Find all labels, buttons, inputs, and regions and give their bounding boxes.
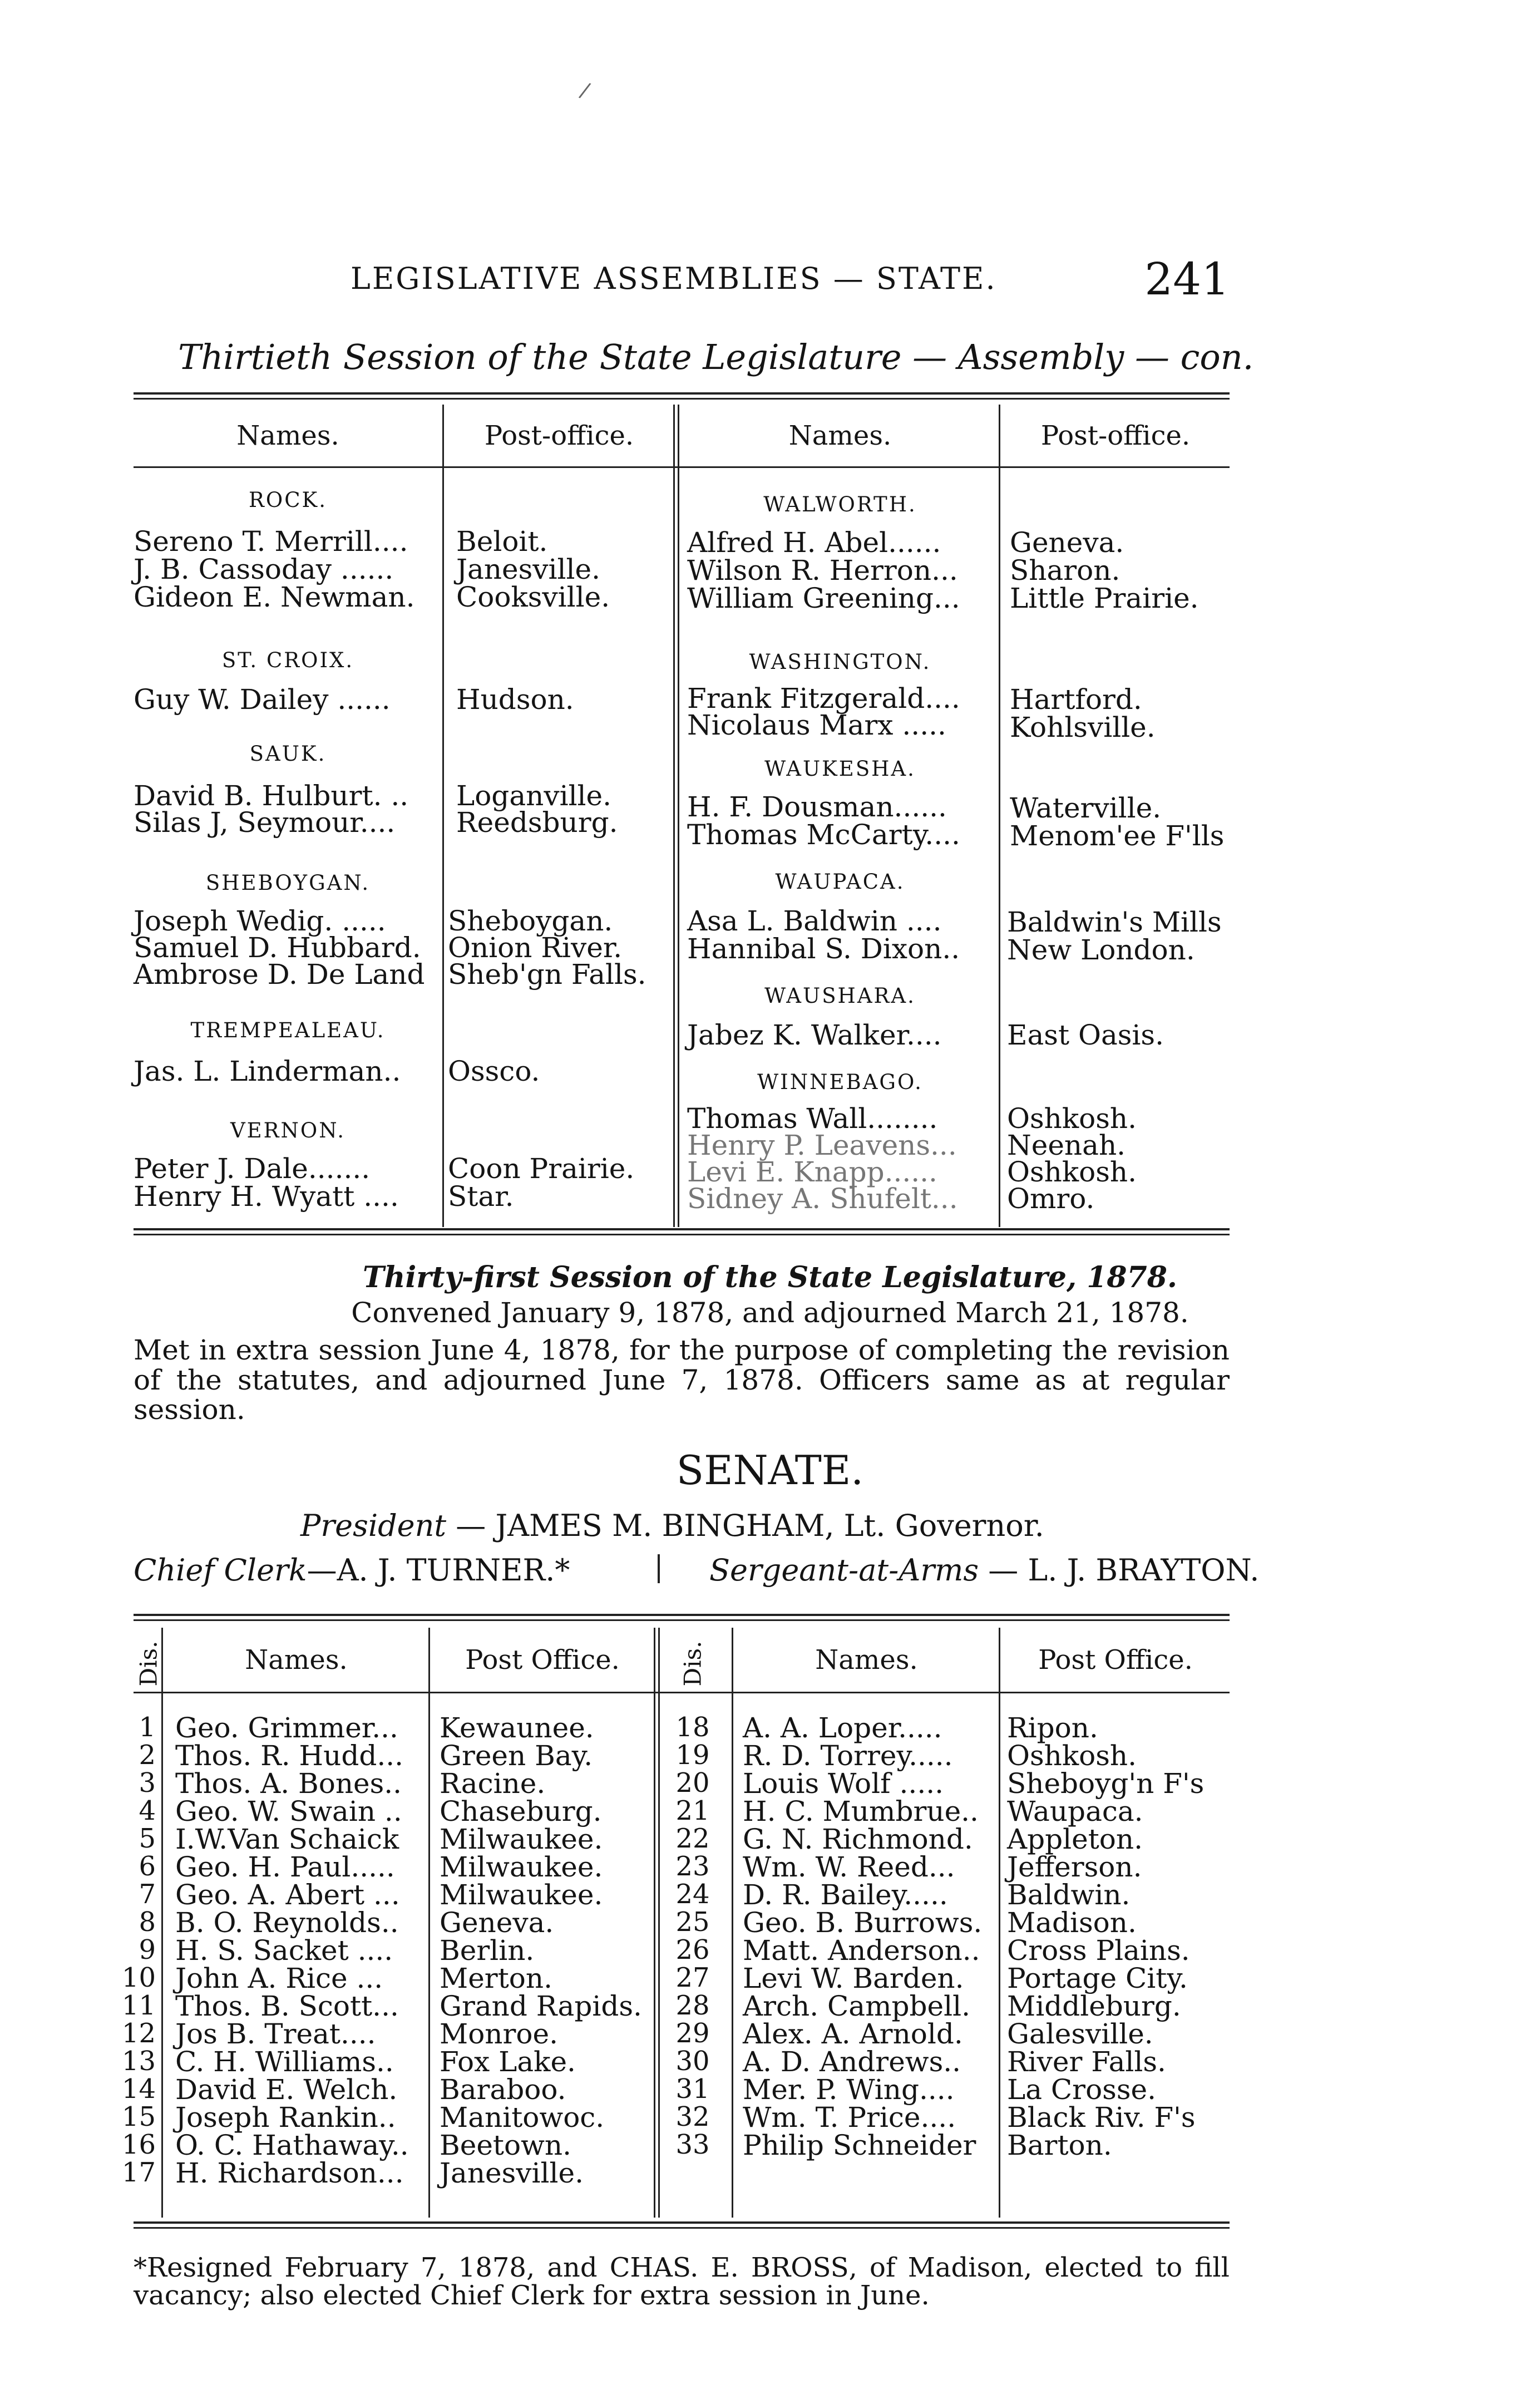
senator-post-office: Barton. — [1007, 2129, 1112, 2161]
district-number: 24 — [675, 1879, 710, 1910]
session-title: Thirtieth Session of the State Legislature — Assembly — con. — [178, 337, 1254, 377]
county-heading: WAUPACA. — [775, 870, 905, 894]
member-post-office: Ossco. — [448, 1055, 540, 1087]
member-name: William Greening... — [687, 582, 960, 614]
column-header-post-office: Post Office. — [465, 1644, 620, 1676]
district-number: 7 — [139, 1879, 156, 1910]
county-heading: WINNEBAGO. — [757, 1070, 923, 1094]
member-name: Gideon E. Newman. — [134, 581, 415, 613]
senator-name: Alex. A. Arnold. — [743, 2018, 963, 2050]
district-number: 21 — [675, 1795, 710, 1826]
member-post-office: Loganville. — [456, 780, 612, 812]
member-name: Thomas McCarty.... — [687, 819, 960, 851]
district-number: 19 — [675, 1740, 710, 1771]
dash: — — [446, 1508, 496, 1543]
senator-post-office: Berlin. — [440, 1934, 535, 1967]
member-name: Silas J, Seymour.... — [134, 806, 396, 839]
senator-post-office: Milwaukee. — [440, 1823, 603, 1855]
county-heading: WALWORTH. — [763, 492, 917, 516]
header-rule — [134, 1692, 1230, 1693]
page-number: 241 — [1144, 253, 1230, 305]
member-name: Sidney A. Shufelt... — [687, 1183, 958, 1215]
member-post-office: Kohlsville. — [1010, 711, 1156, 743]
senator-name: H. C. Mumbrue.. — [743, 1795, 979, 1827]
member-post-office: Onion River. — [448, 932, 623, 964]
member-post-office: Waterville. — [1010, 792, 1162, 824]
senate-heading: SENATE. — [676, 1447, 864, 1494]
member-name: H. F. Dousman...... — [687, 791, 947, 823]
district-number: 23 — [675, 1851, 710, 1882]
center-divider — [654, 1628, 660, 2218]
member-post-office: Hudson. — [456, 683, 574, 716]
senator-post-office: Black Riv. F's — [1007, 2101, 1196, 2134]
district-number: 3 — [139, 1767, 156, 1799]
senator-post-office: Appleton. — [1007, 1823, 1143, 1855]
column-header-names: Names. — [788, 420, 892, 451]
stray-mark: / — [577, 77, 593, 103]
chief-clerk-line — [134, 1553, 570, 1588]
senator-name: Wm. W. Reed... — [743, 1851, 955, 1883]
member-name: Thomas Wall........ — [687, 1102, 938, 1135]
column-divider — [428, 1628, 430, 2218]
senator-post-office: La Crosse. — [1007, 2073, 1156, 2106]
district-number: 25 — [675, 1907, 710, 1938]
session-31-title: Thirty-first Session of the State Legislature, 1878. — [362, 1260, 1178, 1294]
member-name: Jabez K. Walker.... — [687, 1019, 942, 1051]
member-post-office: Sharon. — [1010, 554, 1121, 587]
center-divider — [673, 405, 679, 1227]
senator-name: Louis Wolf ..... — [743, 1767, 944, 1800]
senator-post-office: Kewaunee. — [440, 1712, 594, 1744]
president-value: JAMES M. BINGHAM, Lt. Governor. — [495, 1508, 1044, 1543]
senator-post-office: Baldwin. — [1007, 1879, 1131, 1911]
county-heading: TREMPEALEAU. — [190, 1018, 386, 1042]
member-name: Asa L. Baldwin .... — [687, 905, 942, 937]
member-post-office: Hartford. — [1010, 683, 1142, 716]
district-number: 13 — [121, 2046, 156, 2077]
footnote-text: , of Madison, elected to fill vacancy; also elected Chief Clerk for extra session in June. — [134, 2252, 1230, 2312]
senator-post-office: Chaseburg. — [440, 1795, 602, 1827]
senator-post-office: Monroe. — [440, 2018, 558, 2050]
member-post-office: Sheboygan. — [448, 905, 613, 937]
senator-name: Geo. H. Paul..... — [175, 1851, 395, 1883]
senator-post-office: Green Bay. — [440, 1740, 593, 1772]
member-name: Nicolaus Marx ..... — [687, 709, 946, 741]
district-number: 11 — [121, 1990, 156, 2021]
member-post-office: Oshkosh. — [1007, 1156, 1137, 1188]
senator-name: C. H. Williams.. — [175, 2046, 394, 2078]
column-divider — [732, 1628, 733, 2218]
dash: — — [307, 1553, 337, 1588]
senator-name: Matt. Anderson.. — [743, 1934, 980, 1967]
senator-name: Levi W. Barden. — [743, 1962, 964, 1994]
member-name: Henry P. Leavens... — [687, 1129, 957, 1161]
senator-post-office: Oshkosh. — [1007, 1740, 1137, 1772]
footnote-text: *Resigned February 7, 1878, and — [134, 2252, 610, 2283]
sergeant-value: L. J. BRAYTON. — [1028, 1553, 1260, 1588]
sergeant-line — [709, 1553, 1259, 1588]
member-name: Levi E. Knapp...... — [687, 1156, 937, 1188]
column-header-names: Names. — [245, 1644, 348, 1676]
member-name: Wilson R. Herron... — [687, 554, 958, 587]
column-divider — [161, 1628, 163, 2218]
senator-name: Geo. Grimmer... — [175, 1712, 398, 1744]
table-bottom-rule — [134, 1228, 1230, 1235]
senator-post-office: Ripon. — [1007, 1712, 1098, 1744]
district-number: 2 — [139, 1740, 156, 1771]
member-name: Jas. L. Linderman.. — [134, 1055, 401, 1087]
district-number: 9 — [139, 1934, 156, 1965]
senator-name: Jos B. Treat.... — [175, 2018, 376, 2050]
senator-name: Geo. B. Burrows. — [743, 1907, 983, 1939]
district-number: 8 — [139, 1907, 156, 1938]
member-post-office: Star. — [448, 1180, 514, 1213]
senator-name: Joseph Rankin.. — [175, 2101, 396, 2134]
column-header-names: Names. — [815, 1644, 918, 1676]
senator-name: John A. Rice ... — [175, 1962, 383, 1994]
district-number: 31 — [675, 2073, 710, 2105]
member-post-office: Little Prairie. — [1010, 582, 1199, 614]
senator-name: David E. Welch. — [175, 2073, 398, 2106]
member-name: Peter J. Dale....... — [134, 1152, 371, 1185]
column-header-names: Names. — [236, 420, 339, 451]
header-rule — [134, 466, 1230, 468]
senator-name: A. A. Loper..... — [743, 1712, 942, 1744]
member-name: Alfred H. Abel...... — [687, 526, 941, 559]
district-number: 10 — [121, 1962, 156, 1993]
county-heading: WASHINGTON. — [749, 650, 931, 674]
senator-post-office: Racine. — [440, 1767, 546, 1800]
sergeant-label: Sergeant-at-Arms — [709, 1553, 979, 1588]
footnote — [134, 2254, 1230, 2310]
member-name: Sereno T. Merrill.... — [134, 525, 408, 558]
member-name: Guy W. Dailey ...... — [134, 683, 391, 716]
senator-post-office: Madison. — [1007, 1907, 1137, 1939]
district-number: 20 — [675, 1767, 710, 1799]
senator-name: Mer. P. Wing.... — [743, 2073, 955, 2106]
member-name: J. B. Cassoday ...... — [134, 553, 394, 585]
column-header-district: Dis. — [679, 1641, 707, 1687]
running-head — [351, 253, 1230, 309]
senator-post-office: Janesville. — [440, 2157, 584, 2189]
district-number: 28 — [675, 1990, 710, 2021]
senator-name: Philip Schneider — [743, 2129, 976, 2161]
senator-post-office: Milwaukee. — [440, 1879, 603, 1911]
senator-name: Thos. A. Bones.. — [175, 1767, 402, 1800]
session-31-extra-session: Met in extra session June 4, 1878, for the purpose of completing the revision of the statutes, and adjourned June 7, 1878. Officers same as at regular session. — [134, 1334, 1230, 1426]
table-top-rule — [134, 392, 1230, 400]
district-number: 29 — [675, 2018, 710, 2049]
district-number: 33 — [675, 2129, 710, 2160]
senator-name: H. S. Sacket .... — [175, 1934, 393, 1967]
county-heading: VERNON. — [230, 1119, 346, 1142]
district-number: 26 — [675, 1934, 710, 1965]
senator-post-office: River Falls. — [1007, 2046, 1166, 2078]
member-post-office: Neenah. — [1007, 1129, 1126, 1161]
county-heading: WAUSHARA. — [764, 984, 916, 1008]
senator-post-office: Cross Plains. — [1007, 1934, 1190, 1967]
member-post-office: Beloit. — [456, 525, 548, 558]
senator-name: Thos. R. Hudd... — [175, 1740, 404, 1772]
senator-post-office: Merton. — [440, 1962, 552, 1994]
column-header-post-office: Post-office. — [484, 420, 634, 451]
dash: — — [979, 1553, 1028, 1588]
county-heading: SAUK. — [249, 742, 327, 766]
senator-name: Wm. T. Price.... — [743, 2101, 956, 2134]
county-heading: ROCK. — [249, 488, 327, 512]
senate-table — [121, 1614, 1230, 2231]
member-name: David B. Hulburt. .. — [134, 780, 409, 812]
senator-name: Geo. A. Abert ... — [175, 1879, 400, 1911]
member-name: Samuel D. Hubbard. — [134, 932, 421, 964]
senator-name: I.W.Van Schaick — [175, 1823, 399, 1855]
member-post-office: Oshkosh. — [1007, 1102, 1137, 1135]
district-number: 14 — [121, 2073, 156, 2105]
district-number: 4 — [139, 1795, 156, 1826]
senator-name: A. D. Andrews.. — [743, 2046, 961, 2078]
district-number: 6 — [139, 1851, 156, 1882]
district-number: 16 — [121, 2129, 156, 2160]
county-heading: WAUKESHA. — [764, 757, 916, 781]
session-31-convened: Convened January 9, 1878, and adjourned March 21, 1878. — [351, 1297, 1189, 1329]
column-divider — [999, 405, 1000, 1227]
member-name: Joseph Wedig. ..... — [134, 905, 386, 937]
senator-name: H. Richardson... — [175, 2157, 404, 2189]
district-number: 27 — [675, 1962, 710, 1993]
senator-name: Geo. W. Swain .. — [175, 1795, 402, 1827]
senator-name: Arch. Campbell. — [743, 1990, 970, 2022]
column-divider — [999, 1628, 1000, 2218]
district-number: 15 — [121, 2101, 156, 2132]
district-number: 22 — [675, 1823, 710, 1854]
member-post-office: Geneva. — [1010, 526, 1124, 559]
table-top-rule — [134, 1614, 1230, 1621]
footnote-name: CHAS. E. BROSS — [609, 2252, 849, 2283]
county-heading: ST. CROIX. — [221, 648, 354, 672]
member-post-office: Baldwin's Mills — [1007, 906, 1222, 938]
district-number: 30 — [675, 2046, 710, 2077]
president-line — [300, 1508, 1044, 1543]
member-post-office: Janesville. — [456, 553, 601, 585]
member-post-office: Omro. — [1007, 1183, 1095, 1215]
district-number: 5 — [139, 1823, 156, 1854]
senator-name: R. D. Torrey..... — [743, 1740, 953, 1772]
member-post-office: New London. — [1007, 934, 1195, 966]
member-name: Ambrose D. De Land — [134, 958, 425, 991]
assembly-table — [134, 392, 1230, 1238]
senator-name: D. R. Bailey..... — [743, 1879, 948, 1911]
member-name: Henry H. Wyatt .... — [134, 1180, 399, 1213]
senator-name: O. C. Hathaway.. — [175, 2129, 409, 2161]
senator-post-office: Middleburg. — [1007, 1990, 1181, 2022]
senator-post-office: Portage City. — [1007, 1962, 1188, 1994]
senator-post-office: Sheboyg'n F's — [1007, 1767, 1205, 1800]
member-name: Hannibal S. Dixon.. — [687, 933, 960, 965]
column-header-post-office: Post Office. — [1038, 1644, 1193, 1676]
county-heading: SHEBOYGAN. — [205, 871, 371, 895]
senator-post-office: Manitowoc. — [440, 2101, 605, 2134]
senator-post-office: Waupaca. — [1007, 1795, 1143, 1827]
column-header-district: Dis. — [135, 1641, 162, 1687]
member-name: Frank Fitzgerald.... — [687, 682, 960, 715]
member-post-office: Sheb'gn Falls. — [448, 958, 646, 991]
member-post-office: East Oasis. — [1007, 1019, 1164, 1051]
chief-clerk-label: Chief Clerk — [134, 1553, 307, 1588]
district-number: 18 — [675, 1712, 710, 1743]
district-number: 17 — [121, 2157, 156, 2188]
member-post-office: Coon Prairie. — [448, 1152, 635, 1185]
senator-post-office: Jefferson. — [1007, 1851, 1142, 1883]
senator-name: Thos. B. Scott... — [175, 1990, 399, 2022]
chief-clerk-value: A. J. TURNER.* — [337, 1553, 570, 1588]
column-header-post-office: Post-office. — [1040, 420, 1191, 451]
senator-name: B. O. Reynolds.. — [175, 1907, 399, 1939]
district-number: 1 — [139, 1712, 156, 1743]
member-post-office: Menom'ee F'lls — [1010, 820, 1225, 852]
president-label: President — [300, 1508, 447, 1543]
member-post-office: Cooksville. — [456, 581, 610, 613]
senator-post-office: Geneva. — [440, 1907, 554, 1939]
column-divider — [442, 405, 444, 1227]
district-number: 12 — [121, 2018, 156, 2049]
senator-post-office: Baraboo. — [440, 2073, 566, 2106]
senator-post-office: Milwaukee. — [440, 1851, 603, 1883]
senator-post-office: Beetown. — [440, 2129, 572, 2161]
district-number: 32 — [675, 2101, 710, 2132]
running-title: LEGISLATIVE ASSEMBLIES — STATE. — [351, 261, 997, 296]
senator-post-office: Grand Rapids. — [440, 1990, 642, 2022]
member-post-office: Reedsburg. — [456, 806, 618, 839]
table-bottom-rule — [134, 2221, 1230, 2229]
senator-post-office: Galesville. — [1007, 2018, 1153, 2050]
senator-name: G. N. Richmond. — [743, 1823, 973, 1855]
senator-post-office: Fox Lake. — [440, 2046, 576, 2078]
officer-separator — [658, 1554, 660, 1583]
